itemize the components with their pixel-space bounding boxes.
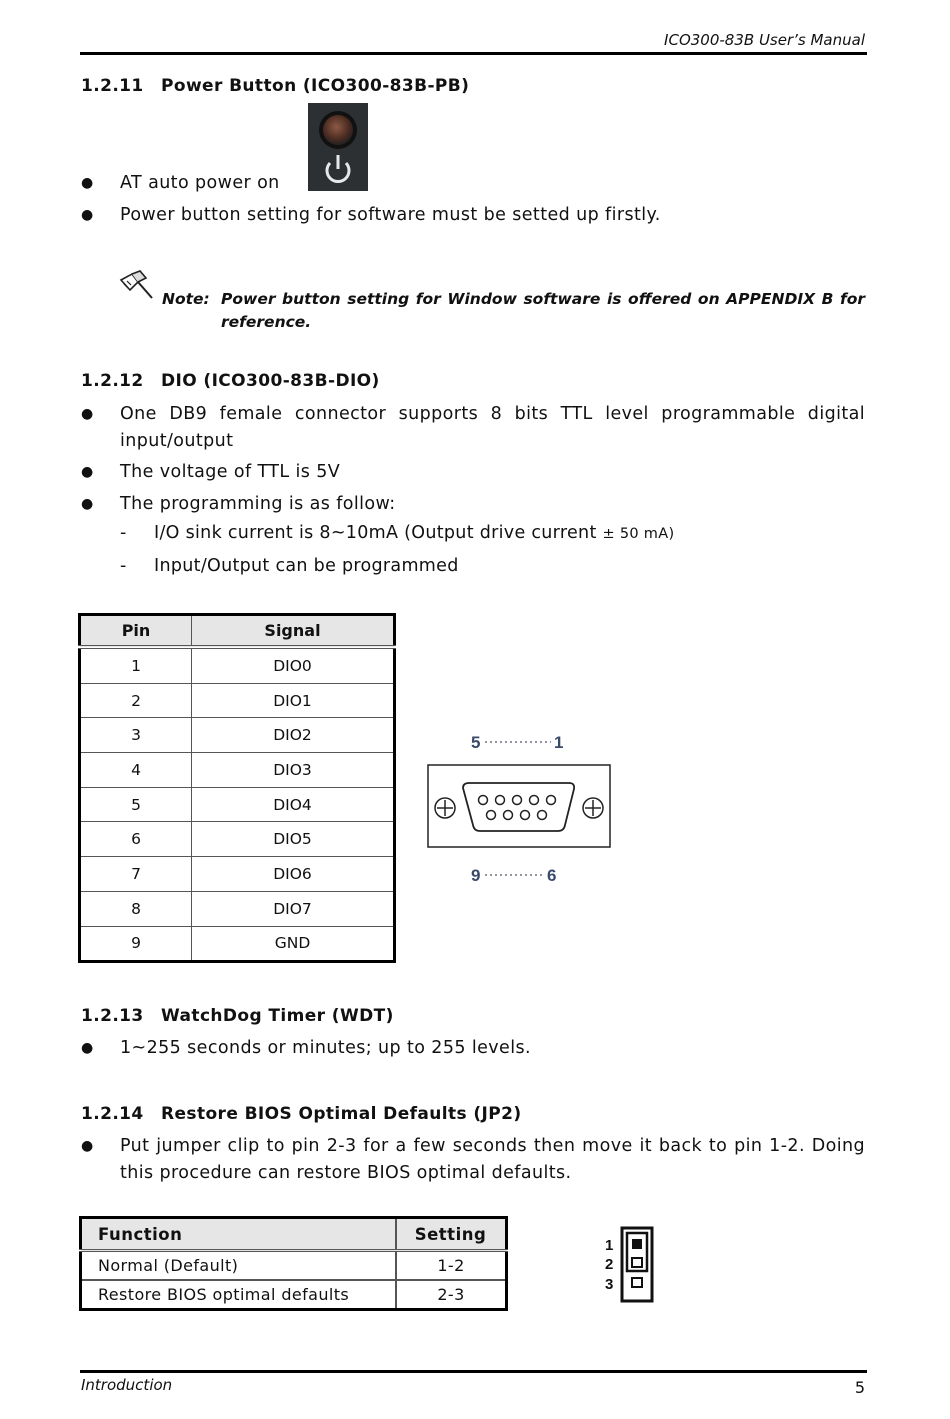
column-header-pin: Pin xyxy=(80,615,192,648)
section-title: Restore BIOS Optimal Defaults (JP2) xyxy=(161,1104,522,1124)
list-item-text: AT auto power on xyxy=(120,173,280,193)
table-row xyxy=(80,753,395,788)
note-text-line1: Power button setting for Window software is offered on APPENDIX B for xyxy=(221,290,865,308)
pin-cell: 9 xyxy=(80,926,192,962)
footer-rule xyxy=(80,1370,867,1373)
sub-list-item xyxy=(120,556,720,582)
column-header-signal: Signal xyxy=(192,615,395,648)
note-text-line2: reference. xyxy=(221,313,312,331)
db9-connector-icon xyxy=(427,728,613,888)
table-row xyxy=(81,1280,507,1310)
pin-cell: 6 xyxy=(80,822,192,857)
footer-section-name: Introduction xyxy=(81,1376,173,1394)
list-item-text: The programming is as follow: xyxy=(120,494,396,514)
section-title: WatchDog Timer (WDT) xyxy=(161,1006,394,1026)
jumper-pin-label: 2 xyxy=(605,1256,614,1273)
sub-list-text: I/O sink current is 8~10mA (Output drive current xyxy=(154,523,597,543)
section-number: 1.2.14 xyxy=(81,1104,144,1124)
list-item-text: The voltage of TTL is 5V xyxy=(120,462,341,482)
list-item-text: One DB9 female connector supports 8 bits TTL level programmable digital xyxy=(120,404,865,424)
list-item xyxy=(81,459,481,486)
page-header-title: ICO300-83B User’s Manual xyxy=(664,31,865,49)
sub-list-item xyxy=(120,523,720,549)
signal-cell: DIO4 xyxy=(192,787,395,822)
dash-marker: - xyxy=(120,556,127,576)
setting-cell: 1-2 xyxy=(396,1251,507,1281)
table-row xyxy=(80,718,395,753)
dio-pin-table xyxy=(78,613,396,963)
signal-cell: DIO6 xyxy=(192,857,395,892)
table-row xyxy=(81,1251,507,1281)
jumper-pin-label: 1 xyxy=(605,1237,614,1254)
table-row xyxy=(80,857,395,892)
list-item-text: 1~255 seconds or minutes; up to 255 levels. xyxy=(120,1038,531,1058)
signal-cell: DIO2 xyxy=(192,718,395,753)
bullet-icon: ● xyxy=(81,1040,94,1056)
signal-cell: GND xyxy=(192,926,395,962)
connector-label-top-right: 1 xyxy=(554,733,564,752)
pin-cell: 1 xyxy=(80,647,192,683)
table-header-row xyxy=(80,615,395,648)
table-row xyxy=(80,647,395,683)
list-item xyxy=(81,1035,681,1062)
bullet-icon: ● xyxy=(81,175,94,191)
signal-cell: DIO7 xyxy=(192,891,395,926)
bullet-icon: ● xyxy=(81,406,94,422)
section-title: DIO (ICO300-83B-DIO) xyxy=(161,371,380,391)
signal-cell: DIO0 xyxy=(192,647,395,683)
pin-cell: 5 xyxy=(80,787,192,822)
dash-marker: - xyxy=(120,523,127,543)
table-row xyxy=(80,787,395,822)
jumper-jp2-icon xyxy=(604,1226,656,1304)
connector-label-top-left: 5 xyxy=(471,733,481,752)
section-number: 1.2.12 xyxy=(81,371,144,391)
note-pin-icon xyxy=(118,268,158,304)
list-item-text: Put jumper clip to pin 2-3 for a few seconds then move it back to pin 1-2. Doing xyxy=(120,1136,865,1156)
list-item-text-cont: this procedure can restore BIOS optimal defaults. xyxy=(120,1163,572,1183)
pin-cell: 4 xyxy=(80,753,192,788)
list-item xyxy=(81,202,861,229)
section-number: 1.2.11 xyxy=(81,76,144,96)
list-item-text-cont: input/output xyxy=(120,431,234,451)
list-item xyxy=(81,1133,865,1187)
column-header-setting: Setting xyxy=(396,1218,507,1251)
table-row xyxy=(80,822,395,857)
setting-cell: 2-3 xyxy=(396,1280,507,1310)
sub-list-text: Input/Output can be programmed xyxy=(154,556,459,576)
page-number: 5 xyxy=(854,1378,865,1397)
jp2-settings-table xyxy=(79,1216,508,1311)
section-title: Power Button (ICO300-83B-PB) xyxy=(161,76,470,96)
signal-cell: DIO5 xyxy=(192,822,395,857)
connector-label-bottom-right: 6 xyxy=(547,866,557,885)
pin-cell: 2 xyxy=(80,683,192,718)
signal-cell: DIO3 xyxy=(192,753,395,788)
bullet-icon: ● xyxy=(81,464,94,480)
list-item xyxy=(81,491,481,518)
table-row xyxy=(80,683,395,718)
connector-label-bottom-left: 9 xyxy=(471,866,481,885)
table-header-row xyxy=(81,1218,507,1251)
pin-cell: 3 xyxy=(80,718,192,753)
table-row xyxy=(80,891,395,926)
function-cell: Normal (Default) xyxy=(81,1251,397,1281)
section-heading-dio xyxy=(81,371,380,391)
note-label: Note: xyxy=(162,290,210,308)
section-number: 1.2.13 xyxy=(81,1006,144,1026)
sub-list-text-small: ± 50 mA) xyxy=(602,526,675,542)
list-item xyxy=(81,170,381,197)
bullet-icon: ● xyxy=(81,207,94,223)
section-heading-wdt xyxy=(81,1006,394,1026)
signal-cell: DIO1 xyxy=(192,683,395,718)
header-rule xyxy=(80,52,867,55)
function-cell: Restore BIOS optimal defaults xyxy=(81,1280,397,1310)
list-item xyxy=(81,401,865,455)
list-item-text: Power button setting for software must be setted up firstly. xyxy=(120,205,661,225)
pin-cell: 8 xyxy=(80,891,192,926)
section-heading-power xyxy=(81,76,469,96)
section-heading-bios xyxy=(81,1104,522,1124)
pin-cell: 7 xyxy=(80,857,192,892)
jumper-pin-label: 3 xyxy=(605,1276,614,1293)
table-row xyxy=(80,926,395,962)
column-header-function: Function xyxy=(81,1218,397,1251)
bullet-icon: ● xyxy=(81,496,94,512)
bullet-icon: ● xyxy=(81,1138,94,1154)
